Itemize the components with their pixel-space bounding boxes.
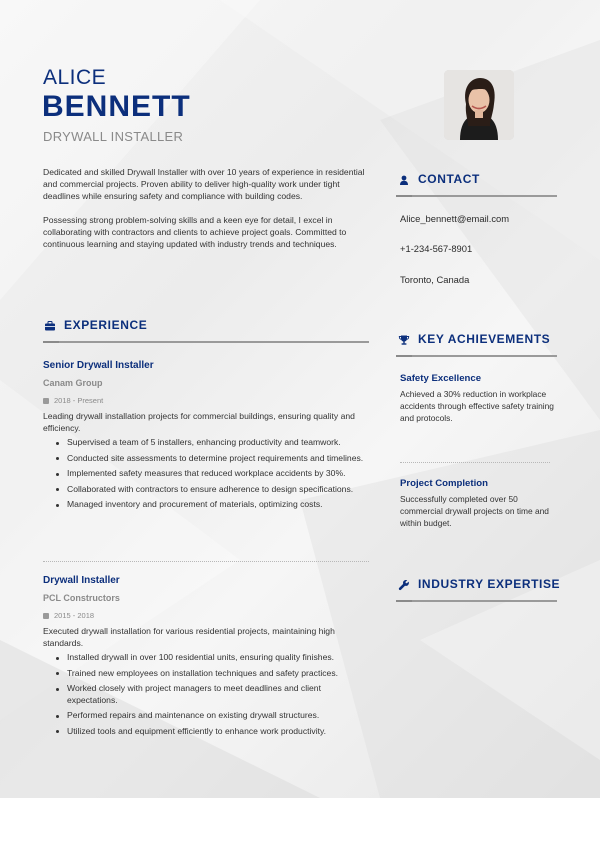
job-title: DRYWALL INSTALLER bbox=[43, 129, 184, 144]
job-dates bbox=[43, 611, 373, 620]
entry-divider bbox=[400, 462, 550, 463]
section-title: CONTACT bbox=[418, 172, 480, 186]
contact-location: Toronto, Canada bbox=[400, 274, 470, 285]
job-company: PCL Constructors bbox=[43, 593, 120, 603]
list-item: Trained new employees on installation techniques and safety practices. bbox=[55, 668, 373, 680]
achievement-item bbox=[400, 478, 560, 529]
section-title: INDUSTRY EXPERTISE bbox=[418, 577, 561, 591]
job-description: Leading drywall installation projects for commercial buildings, ensuring quality and efficiency. bbox=[43, 411, 355, 433]
section-divider bbox=[43, 341, 369, 343]
list-item: Utilized tools and equipment efficiently to enhance work productivity. bbox=[55, 726, 373, 738]
last-name: BENNETT bbox=[42, 90, 191, 123]
achievement-item bbox=[400, 373, 560, 424]
calendar-icon bbox=[43, 398, 49, 404]
section-divider bbox=[396, 355, 557, 357]
briefcase-icon bbox=[44, 319, 56, 331]
list-item: Implemented safety measures that reduced workplace accidents by 30%. bbox=[55, 468, 373, 480]
section-divider bbox=[396, 195, 557, 197]
achievement-description: Achieved a 30% reduction in workplace accidents through effective safety training and protocols. bbox=[400, 389, 554, 423]
calendar-icon bbox=[43, 613, 49, 619]
job-role: Drywall Installer bbox=[43, 575, 120, 586]
job-company: Canam Group bbox=[43, 378, 103, 388]
job-dates-text: 2015 - 2018 bbox=[54, 611, 95, 620]
summary-paragraph: Possessing strong problem-solving skills and a keen eye for detail, I excel in collaborating with contractors and clients to achieve project goals. Committed to continuous learning and staying updated with industry trends and techniques. bbox=[43, 215, 347, 249]
achievements-heading bbox=[398, 332, 550, 346]
summary-paragraph: Dedicated and skilled Drywall Installer with over 10 years of experience in residential and commercial projects. Proven ability to deliver high-quality work under tight deadlines while ensuring safety and compliance with building codes. bbox=[43, 167, 365, 201]
list-item: Supervised a team of 5 installers, enhancing productivity and teamwork. bbox=[55, 437, 373, 449]
wrench-icon bbox=[398, 578, 410, 590]
job-dates-text: 2018 - Present bbox=[54, 396, 104, 405]
section-divider bbox=[396, 600, 557, 602]
achievement-title: Safety Excellence bbox=[400, 373, 482, 384]
experience-heading bbox=[44, 318, 147, 332]
profile-photo bbox=[444, 70, 514, 140]
achievement-title: Project Completion bbox=[400, 478, 488, 489]
list-item: Performed repairs and maintenance on existing drywall structures. bbox=[55, 710, 373, 722]
person-icon bbox=[398, 173, 410, 185]
entry-divider bbox=[43, 561, 369, 562]
contact-heading bbox=[398, 172, 480, 186]
list-item: Installed drywall in over 100 residential units, ensuring quality finishes. bbox=[55, 652, 373, 664]
first-name: ALICE bbox=[43, 66, 107, 89]
job-entry bbox=[43, 360, 373, 515]
job-dates bbox=[43, 396, 373, 405]
job-bullets bbox=[43, 652, 373, 737]
job-bullets bbox=[43, 437, 373, 511]
expertise-heading bbox=[398, 577, 560, 591]
list-item: Conducted site assessments to determine project requirements and timelines. bbox=[55, 453, 373, 465]
list-item: Collaborated with contractors to ensure adherence to design specifications. bbox=[55, 484, 373, 496]
contact-phone: +1-234-567-8901 bbox=[400, 243, 473, 254]
trophy-icon bbox=[398, 333, 410, 345]
summary bbox=[43, 166, 371, 262]
job-role: Senior Drywall Installer bbox=[43, 360, 154, 371]
list-item: Managed inventory and procurement of materials, optimizing costs. bbox=[55, 499, 373, 511]
contact-email: Alice_bennett@email.com bbox=[400, 213, 510, 224]
job-description: Executed drywall installation for various residential projects, maintaining high standards. bbox=[43, 626, 335, 648]
job-entry bbox=[43, 575, 373, 741]
section-title: KEY ACHIEVEMENTS bbox=[418, 332, 551, 346]
list-item: Worked closely with project managers to meet deadlines and client expectations. bbox=[55, 683, 373, 706]
achievement-description: Successfully completed over 50 commercial drywall projects on time and within budget. bbox=[400, 494, 549, 528]
section-title: EXPERIENCE bbox=[64, 318, 148, 332]
